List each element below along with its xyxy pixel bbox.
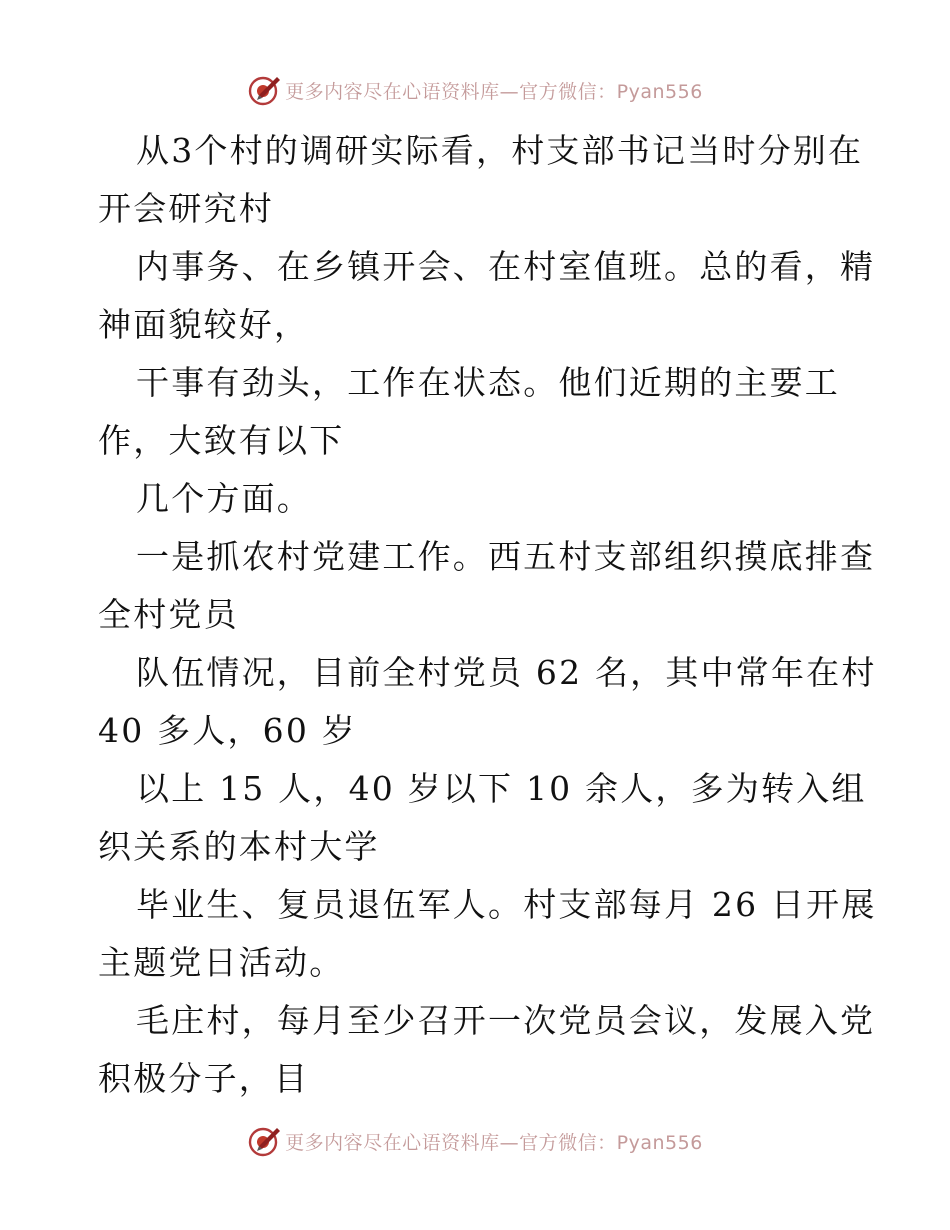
text-line: 开会研究村 <box>98 189 274 228</box>
text-line: 织关系的本村大学 <box>98 827 380 866</box>
watermark-text: 更多内容尽在心语资料库—官方微信：Pyan556 <box>285 1131 703 1154</box>
text-line: 毕业生、复员退伍军人。村支部每月 26 日开展 <box>136 885 877 924</box>
text-line: 神面貌较好， <box>98 305 310 344</box>
text-line: 几个方面。 <box>136 479 312 518</box>
text-line: 积极分子，目 <box>98 1059 310 1098</box>
footer-watermark <box>0 1121 950 1161</box>
red-pen-seal-icon <box>247 1124 281 1158</box>
text-line: 主题党日活动。 <box>98 943 345 982</box>
text-line: 以上 15 人，40 岁以下 10 余人，多为转入组 <box>136 769 867 808</box>
text-line: 队伍情况，目前全村党员 62 名，其中常年在村 <box>136 653 877 692</box>
text-line: 一是抓农村党建工作。西五村支部组织摸底排查 <box>136 537 876 576</box>
text-line: 内事务、在乡镇开会、在村室值班。总的看，精 <box>136 247 876 286</box>
text-line: 全村党员 <box>98 595 239 634</box>
text-line: 40 多人，60 岁 <box>98 711 357 750</box>
watermark-text: 更多内容尽在心语资料库—官方微信：Pyan556 <box>285 80 703 103</box>
document-body <box>98 122 877 1108</box>
text-line: 干事有劲头，工作在状态。他们近期的主要工 <box>136 363 840 402</box>
header-watermark <box>0 70 950 110</box>
text-line: 毛庄村，每月至少召开一次党员会议，发展入党 <box>136 1001 876 1040</box>
text-line: 从3个村的调研实际看，村支部书记当时分别在 <box>136 131 864 170</box>
text-line: 作，大致有以下 <box>98 421 345 460</box>
red-pen-seal-icon <box>247 73 281 107</box>
